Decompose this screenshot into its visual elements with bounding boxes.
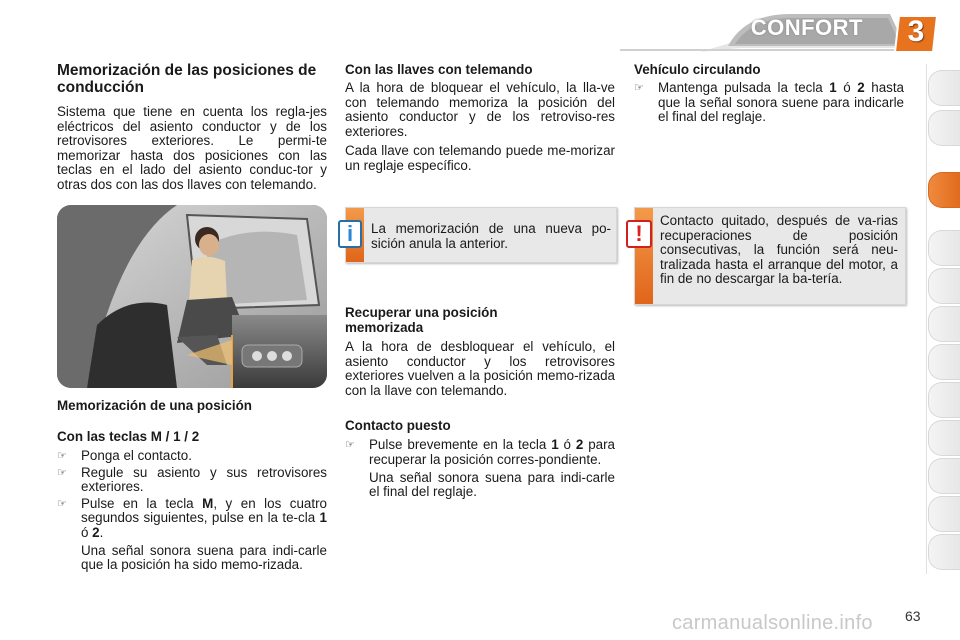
- chapter-title: CONFORT: [750, 15, 863, 40]
- intro-paragraph: Sistema que tiene en cuenta los regla-jes eléctricos del asiento conductor y de los retrovisores exteriores. Le permi-te memorizar hasta dos posiciones con las teclas en el lado del asiento conduc-tor y otras dos con las dos llaves con telemando.: [57, 104, 327, 192]
- column-1-lower: [57, 398, 327, 573]
- list-item-text: Ponga el contacto.: [81, 448, 192, 463]
- watermark: carmanualsonline.info: [672, 612, 873, 634]
- list-item-text: Regule su asiento y sus retrovisores exteriores.: [81, 464, 327, 495]
- car-interior-image: [57, 205, 327, 388]
- key-2: 2: [857, 80, 865, 95]
- section-heading: Memorización de las posiciones de conducción: [57, 62, 317, 96]
- column-3: [634, 62, 904, 125]
- text-run: para recuperar la posición corres-pondiente.: [369, 437, 615, 467]
- key-2: 2: [92, 524, 100, 540]
- text-run: Pulse en la tecla: [81, 495, 203, 511]
- text-run: Pulse brevemente en la tecla: [369, 437, 552, 453]
- key-1: 1: [829, 80, 837, 95]
- list-item: [634, 81, 904, 125]
- warning-icon: [626, 220, 652, 248]
- column-2: [345, 62, 615, 174]
- info-note-text: La memorización de una nueva po-sición anula la anterior.: [371, 221, 611, 251]
- side-tab[interactable]: [928, 534, 960, 570]
- side-tab[interactable]: [928, 230, 960, 266]
- hand-pointer-icon: ☞: [57, 450, 67, 462]
- subsection-heading: Con las llaves con telemando: [345, 62, 533, 77]
- info-note: [345, 207, 617, 263]
- text-run: ó: [836, 80, 858, 95]
- page-number: 63: [905, 608, 921, 624]
- text-run: ó: [81, 524, 93, 540]
- chapter-number-badge: [893, 12, 943, 56]
- side-tab[interactable]: [928, 382, 960, 418]
- side-tab[interactable]: [928, 458, 960, 494]
- subsection-heading: Con las teclas M / 1 / 2: [57, 429, 200, 444]
- subsection-heading: Recuperar una posición memorizada: [345, 305, 498, 335]
- warning-note: [634, 207, 906, 305]
- hand-pointer-icon: ☞: [345, 439, 355, 452]
- list-item-text: [658, 81, 904, 125]
- key-m: M: [202, 495, 214, 511]
- side-tab[interactable]: [928, 496, 960, 532]
- subsection-heading: Contacto puesto: [345, 418, 451, 434]
- text-run: ó: [558, 437, 576, 453]
- side-tab[interactable]: [928, 306, 960, 342]
- subsection-heading: Memorización de una posición: [57, 398, 252, 413]
- info-icon-glyph: i: [346, 221, 354, 246]
- side-tab[interactable]: [928, 268, 960, 304]
- warning-icon-glyph: !: [635, 221, 643, 246]
- text-run: , y en los cuatro segundos siguientes, pulse en la te-cla: [81, 495, 328, 526]
- paragraph: A la hora de desbloquear el vehículo, el asiento conductor y los retrovisores exteriores vuelven a la posición memo-rizada con la llave con telemando.: [345, 339, 615, 398]
- key-2: 2: [575, 437, 584, 453]
- list-item: [345, 438, 615, 467]
- side-tab[interactable]: [928, 344, 960, 380]
- paragraph: Cada llave con telemando puede me-morizar un reglaje específico.: [345, 143, 615, 173]
- side-tab-active[interactable]: [928, 172, 960, 208]
- warning-note-text: Contacto quitado, después de va-rias recuperaciones de posición consecutivas, la función será neu-tralizada hasta el arranque del motor, a fin de no descargar la ba-tería.: [660, 213, 898, 287]
- text-run: hasta que la señal sonora suene para indicarle el final del reglaje.: [658, 80, 905, 125]
- follow-paragraph: Una señal sonora suena para indi-carle el final del reglaje.: [369, 469, 615, 500]
- list-item: [57, 449, 327, 464]
- hand-pointer-icon: ☞: [57, 466, 67, 479]
- column-2-lower: [345, 305, 615, 500]
- list-item: [57, 466, 327, 495]
- hand-pointer-icon: ☞: [57, 497, 67, 510]
- side-tab[interactable]: [928, 420, 960, 456]
- info-icon: [338, 220, 362, 248]
- list-item: [57, 497, 327, 541]
- subsection-heading: Vehículo circulando: [634, 62, 761, 77]
- side-tab[interactable]: [928, 70, 960, 106]
- list-item-text: [369, 438, 615, 467]
- key-1: 1: [551, 437, 559, 453]
- list-item-text: [81, 497, 327, 541]
- chapter-number: 3: [907, 15, 925, 48]
- hand-pointer-icon: ☞: [634, 82, 644, 94]
- car-seat-illustration: [57, 205, 327, 388]
- follow-paragraph: Una señal sonora suena para indi-carle que la posición ha sido memo-rizada.: [81, 542, 327, 573]
- key-1: 1: [319, 510, 327, 526]
- column-1: [57, 62, 327, 193]
- text-run: Mantenga pulsada la tecla: [658, 80, 830, 95]
- paragraph: A la hora de bloquear el vehículo, la lla-ve con telemando memoriza la posición del asiento conductor y de los retroviso-res exteriores.: [345, 80, 615, 139]
- side-tab[interactable]: [928, 110, 960, 146]
- text-run: .: [99, 524, 104, 540]
